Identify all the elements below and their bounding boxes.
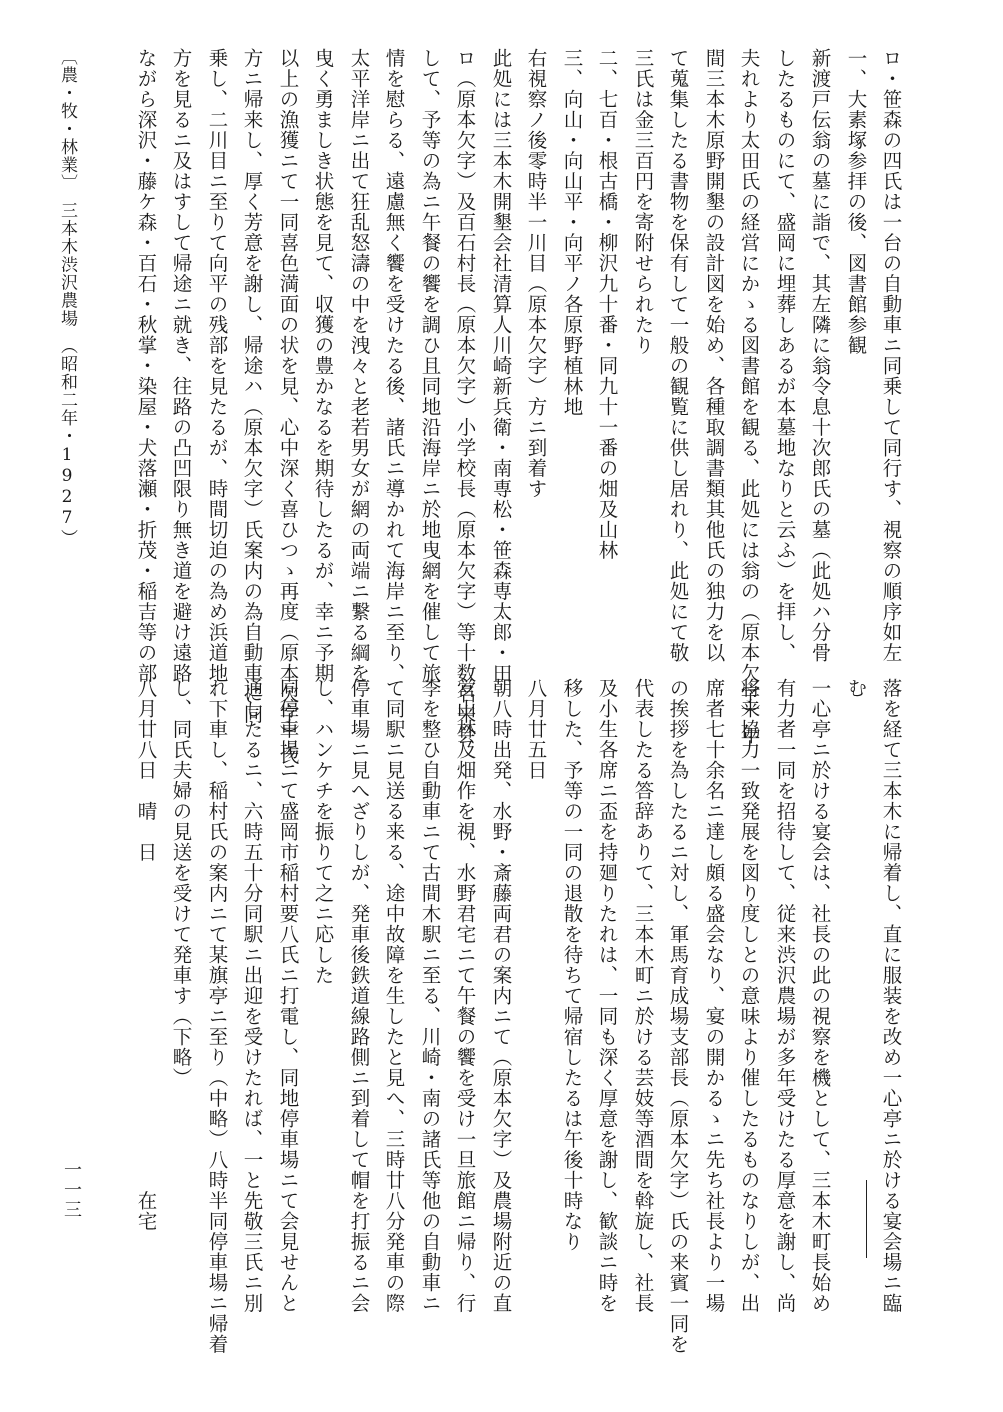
upper-text-line: 曳く勇ましき状態を見て、収獲の豊かなるを期待したるが、幸ニ予期 [311,48,335,684]
lower-text-line: 一心亭ニ於ける宴会は、社長の此の視察を機として、三本木町長始め [808,678,832,1314]
upper-text-line: 此処には三本木開墾会社清算人川崎新兵衛・南専松・笹森専太郎・田 [489,48,513,684]
lower-text-line: 八月廿八日 晴 日 在宅 [134,678,158,1232]
upper-text-line: 乗し、二川目ニ至りて向平の残部を見たるが、時間切迫の為め浜道地 [205,48,229,684]
upper-text-line: 方を見るニ及はすして帰途ニ就き、往路の凸凹限り無き道を避け遠路 [169,48,193,684]
upper-text-line: ながら深沢・藤ケ森・百石・秋掌・染屋・犬落瀬・折茂・稲吉等の部 [134,48,158,684]
upper-text-line: 間三本木原野開墾の設計図を始め、各種取調書類其他氏の独力を以 [702,48,726,663]
lower-text-line: 停車場ニ見へざりしが、発車後鉄道線路側ニ到着して帽を打振るニ会 [347,678,371,1314]
upper-text-line: 以上の漁獲ニて一同喜色満面の状を見、心中深く喜ひつゝ再度（原本欠字）氏 [276,48,300,766]
lower-text-line: 有力者一同を招待して、従来渋沢農場が多年受けたる厚意を謝し、尚 [773,678,797,1314]
lower-text-line: 同停車場ニて盛岡市稲村要八氏ニ打電し、同地停車場ニて会見せんと [276,678,300,1314]
lower-text-line: 営山林及畑作を視、水野君宅ニて午餐の饗を受け一旦旅館ニ帰り、行 [453,678,477,1314]
upper-text-line: して、予等の為ニ午餐の饗を調ひ且同地沿海岸ニ於地曳網を催して旅 [418,48,442,684]
lower-text-line: れ下車し、稲村氏の案内ニて某旗亭ニ至り（中略）八時半同停車場ニ帰着 [205,678,229,1355]
upper-text-line: 二、七百・根古橋・柳沢九十番・同九十一番の畑及山林 [595,48,619,561]
lower-text-line: 席者七十余名ニ達し頗る盛会なり、宴の開かるゝニ先ち社長より一場 [702,678,726,1314]
lower-text-line: 李を整ひ自動車ニて古間木駅ニ至る、川崎・南の諸氏等他の自動車ニ [418,678,442,1314]
upper-text-line: 夫れより太田氏の経営にかゝる図書館を観る、此処には翁の（原本欠字）年 [737,48,761,745]
upper-text-line: ロ・笹森の四氏は一台の自動車ニ同乗して同行す、視察の順序如左 [879,48,903,663]
upper-text-line: 三、向山・向山平・向平ノ各原野植林地 [560,48,584,417]
lower-text-line: し、同氏夫婦の見送を受けて発車す（下略） [169,678,193,1088]
lower-text-line: 落を経て三本木に帰着し、直に服装を改め一心亭ニ於ける宴会場ニ臨 [879,678,903,1314]
lower-text-line: む [844,678,868,699]
lower-text-line: 移した、予等の一同の退散を待ちて帰宿したるは午後十時なり [560,678,584,1252]
upper-text-line: 情を慰らる、遠慮無く饗を受けたる後、諸氏ニ導かれて海岸ニ至り、 [382,48,406,684]
upper-text-line: 太平洋岸ニ出て狂乱怒濤の中を洩々と老若男女が網の両端ニ繋る綱を [347,48,371,684]
upper-text-line: 方ニ帰来し、厚く芳意を謝し、帰途ハ（原本欠字）氏案内の為自動車に同 [240,48,264,725]
lower-text-line: 八月廿五日 [524,678,548,781]
upper-text-line: 新渡戸伝翁の墓に詣で、其左隣に翁令息十次郎氏の墓（此処ハ分骨 [808,48,832,663]
lower-text-line: 及小生各席ニ盃を持廻りたれは、一同も深く厚意を謝し、歓談ニ時を [595,678,619,1314]
upper-text-line: 一、大素塚参拝の後、図書館参観 [844,48,868,356]
upper-text-line: したるものにて、盛岡に埋葬しあるが本墓地なりと云ふ）を拝し、 [773,48,797,663]
lower-text-line: 将来協力一致発展を図り度しとの意味より催したるものなりしが、出 [737,678,761,1314]
lower-text-line: 通したるニ、六時五十分同駅ニ出迎を受けたれば、一と先敬三氏ニ別 [240,678,264,1314]
lower-text-line: 代表したる答辞ありて、三本木町ニ於ける芸妓等酒間を斡旋し、社長 [631,678,655,1314]
lower-text-line: て同駅ニ見送る来る、途中故障を生したと見へ、三時廿八分発車の際 [382,678,406,1314]
upper-text-line: て蒐集したる書物を保有して一般の観覧に供し居れり、此処にて敬 [666,48,690,663]
margin-rule [866,1180,867,1258]
lower-text-line: し、ハンケチを振りて之ニ応した [311,678,335,986]
upper-text-line: 三氏は金三百円を寄附せられたり [631,48,655,356]
lower-text-line: の挨拶を為したるニ対し、軍馬育成場支部長（原本欠字）氏の来賓一同を [666,678,690,1355]
upper-text-line: ロ（原本欠字）及百石村長（原本欠字）小学校長（原本欠字）等十数名来会 [453,48,477,745]
page-number: 一一三 [61,1160,82,1220]
page-footer: 〔農・牧・林業〕 三本木渋沢農場 （昭和二年・1927） [57,48,77,547]
lower-text-line: 朝八時出発、水野・斎藤両君の案内ニて（原本欠字）及農場附近の直 [489,678,513,1314]
upper-text-line: 右視察ノ後零時半一川目（原本欠字）方ニ到着す [524,48,548,499]
